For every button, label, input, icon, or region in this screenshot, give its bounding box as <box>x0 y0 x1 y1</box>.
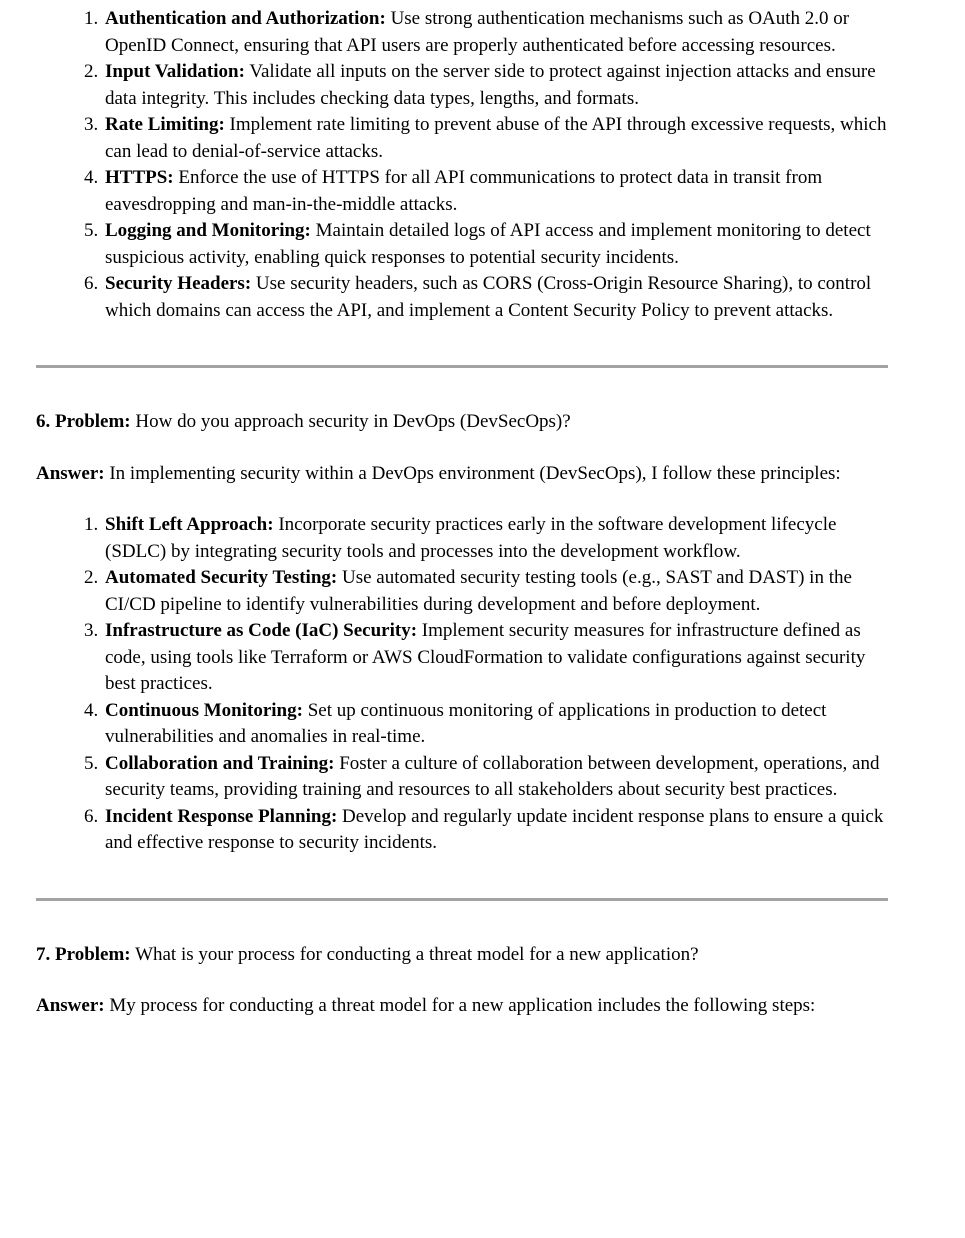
list-item-term: Automated Security Testing: <box>105 567 338 588</box>
answer-6-paragraph <box>36 461 888 488</box>
list-item-text: Foster a culture of collaboration between development, operations, and security teams, providing training and resources to all stakeholders about security best practices. <box>105 752 880 800</box>
list-item-term: Collaboration and Training: <box>105 752 335 774</box>
list-item-text: Validate all inputs on the server side to protect against injection attacks and ensure data integrity. This includes checking data types, lengths, and formats. <box>105 61 876 109</box>
answer-7-paragraph <box>36 993 888 1020</box>
answer-label: Answer: <box>36 462 105 484</box>
list-item-term: Continuous Monitoring: <box>105 699 303 721</box>
problem-text: What is your process for conducting a threat model for a new application? <box>135 943 699 965</box>
list-item <box>103 6 888 59</box>
list-item-term: Input Validation: <box>105 61 245 82</box>
problem-7-heading <box>36 942 888 969</box>
list-item-term: HTTPS: <box>105 167 174 188</box>
devsecops-principles-list <box>36 512 888 857</box>
list-item-text: Enforce the use of HTTPS for all API communications to protect data in transit from eavesdropping and man-in-the-middle attacks. <box>105 167 823 215</box>
list-item-text: Incorporate security practices early in the software development lifecycle (SDLC) by integrating security tools and processes into the development workflow. <box>105 514 837 562</box>
section-divider <box>36 898 888 901</box>
list-item <box>103 165 888 218</box>
list-item-text: Use strong authentication mechanisms such as OAuth 2.0 or OpenID Connect, ensuring that API users are properly authenticated before accessing resources. <box>105 8 850 56</box>
list-item-text: Use security headers, such as CORS (Cross-Origin Resource Sharing), to control which domains can access the API, and implement a Content Security Policy to prevent attacks. <box>105 273 872 321</box>
list-item-term: Rate Limiting: <box>105 114 225 135</box>
list-item-term: Security Headers: <box>105 273 252 294</box>
problem-label: 6. Problem: <box>36 411 131 432</box>
answer-label: Answer: <box>36 995 105 1016</box>
problem-6-heading <box>36 409 888 436</box>
list-item <box>103 698 888 751</box>
list-item-text: Set up continuous monitoring of applications in production to detect vulnerabilities and anomalies in real-time. <box>105 699 827 747</box>
list-item-text: Develop and regularly update incident response plans to ensure a quick and effective response to security incidents. <box>105 805 884 853</box>
list-item <box>103 59 888 112</box>
problem-label: 7. Problem: <box>36 943 131 965</box>
list-item-text: Use automated security testing tools (e.g., SAST and DAST) in the CI/CD pipeline to identify vulnerabilities during development and before deployment. <box>105 567 852 615</box>
list-item <box>103 565 888 618</box>
api-security-list <box>36 6 888 324</box>
list-item-term: Incident Response Planning: <box>105 805 338 827</box>
list-item <box>103 512 888 565</box>
list-item-term: Infrastructure as Code (IaC) Security: <box>105 620 418 641</box>
list-item <box>103 751 888 804</box>
problem-text: How do you approach security in DevOps (DevSecOps)? <box>135 411 571 432</box>
list-item <box>103 618 888 698</box>
list-item-text: Maintain detailed logs of API access and implement monitoring to detect suspicious activity, enabling quick responses to potential security incidents. <box>105 220 871 268</box>
list-item-term: Authentication and Authorization: <box>105 8 386 29</box>
list-item <box>103 271 888 324</box>
list-item-term: Shift Left Approach: <box>105 514 274 535</box>
list-item-term: Logging and Monitoring: <box>105 220 311 241</box>
answer-text: My process for conducting a threat model for a new application includes the following steps: <box>109 995 816 1016</box>
list-item <box>103 804 888 857</box>
list-item-text: Implement rate limiting to prevent abuse of the API through excessive requests, which can lead to denial-of-service attacks. <box>105 114 887 162</box>
list-item <box>103 112 888 165</box>
list-item-text: Implement security measures for infrastructure defined as code, using tools like Terraform or AWS CloudFormation to validate configurations against security best practices. <box>105 620 866 694</box>
list-item <box>103 218 888 271</box>
answer-text: In implementing security within a DevOps environment (DevSecOps), I follow these principles: <box>109 462 841 484</box>
section-divider <box>36 365 888 368</box>
